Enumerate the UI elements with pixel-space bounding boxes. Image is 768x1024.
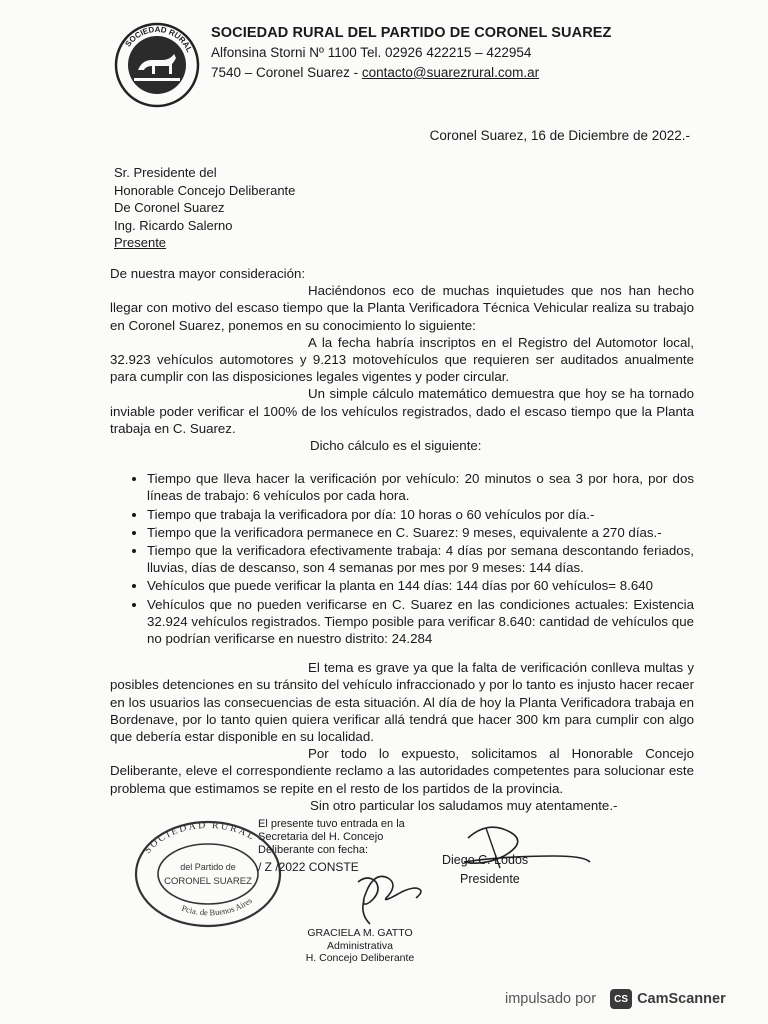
calculation-list (110, 470, 694, 647)
svg-text:CORONEL SUAREZ: CORONEL SUAREZ (164, 876, 252, 887)
email-link[interactable]: contacto@suarezrural.com.ar (361, 65, 540, 80)
letter-date: Coronel Suarez, 16 de Diciembre de 2022.- (429, 128, 690, 143)
entry-date: / Z /2022 CONSTE (258, 860, 359, 874)
svg-text:SOCIEDAD RURAL: SOCIEDAD RURAL (142, 819, 258, 856)
address-line: Alfonsina Storni Nº 1100 Tel. 02926 422215 – 422954 (211, 45, 532, 60)
letterhead (211, 23, 612, 83)
entry-line: Secretaria del H. Concejo (258, 831, 384, 843)
paragraph-calculation: Un simple cálculo matemático demuestra que hoy se ha tornado inviable poder verificar el 100% de los vehículos registrados, dado el escaso tiempo que la Planta trabaja en C. Suarez. (110, 386, 694, 436)
greeting: De nuestra mayor consideración: (110, 266, 306, 281)
recipient-block (114, 164, 295, 252)
list-item: • Tiempo que trabaja la verificadora por día: 10 horas o 60 vehículos por día.- (147, 506, 694, 523)
list-item: • Tiempo que la verificadora permanece en C. Suarez: 9 meses, equivalente a 270 días.- (147, 524, 694, 541)
paragraph-intro: Haciéndonos eco de muchas inquietudes que nos han hecho llegar con motivo del escaso tiempo que la Planta Verificadora Técnica Vehicular realiza su trabajo en Coronel Suarez, ponemos en su conocimiento lo siguiente: (110, 283, 694, 333)
clerk-role: Administrativa (327, 939, 393, 952)
clerk-office: H. Concejo Deliberante (305, 952, 415, 964)
signatory-title: Presidente (460, 872, 520, 886)
city-prefix: 7540 – Coronel Suarez - (211, 65, 362, 80)
clerk-stamp (300, 927, 420, 965)
svg-text:SOCIEDAD RURAL: SOCIEDAD RURAL (123, 24, 195, 54)
city-line (211, 63, 612, 83)
powered-by-label: impulsado por (505, 991, 597, 1007)
recipient-line: De Coronel Suarez (114, 200, 225, 215)
organization-name: SOCIEDAD RURAL DEL PARTIDO DE CORONEL SUAREZ (211, 25, 612, 41)
camscanner-logo-icon: CS (610, 989, 632, 1009)
list-item: • Vehículos que puede verificar la planta en 144 días: 144 días por 60 vehículos= 8.640 (147, 577, 694, 594)
letter-body (110, 265, 694, 814)
calculation-heading: Dicho cálculo es el siguiente: (310, 438, 482, 454)
svg-text:del Partido de: del Partido de (180, 862, 236, 872)
closing-line: Sin otro particular los saludamos muy atentamente.- (310, 797, 618, 813)
sociedad-rural-seal-logo (114, 22, 200, 108)
signatory-name: Diego C. Lodos (442, 853, 529, 867)
entry-line: El presente tuvo entrada en la (258, 818, 405, 830)
paragraph-consequences: El tema es grave ya que la falta de verificación conlleva multas y posibles detenciones en su tránsito del vehículo infraccionado y por lo tanto es injusto hacer recaer en los usuarios las consecuencias de esta situación. Al día de hoy la Planta Verificadora trabaja en Bordenave, por lo tanto quien quiera verificar allá tendrá que hacer 300 km para cumplir con algo que debería estar disponible en su localidad. (110, 660, 694, 745)
camscanner-brand: CamScanner (637, 991, 726, 1007)
camscanner-watermark (505, 988, 726, 1010)
recipient-line: Honorable Concejo Deliberante (114, 182, 296, 198)
paragraph-request: Por todo lo expuesto, solicitamos al Honorable Concejo Deliberante, eleve el correspondiente reclamo a las autoridades competentes para solucionar este problema que estimamos se repite en el resto de los partidos de la provincia. (110, 746, 694, 796)
list-item: • Tiempo que lleva hacer la verificación por vehículo: 20 minutos o sea 3 por hora, por dos líneas de trabajo: 6 vehículos por cada hora. (147, 470, 694, 504)
recipient-line: Sr. Presidente del (114, 165, 217, 180)
paragraph-registry: A la fecha habría inscriptos en el Registro del Automotor local, 32.923 vehículos automotores y 9.213 motovehículos que requieren ser auditados anualmente para cumplir con las disposiciones legales vigentes y poder circular. (110, 334, 694, 385)
list-item: • Vehículos que no pueden verificarse en C. Suarez en las condiciones actuales: Existencia 32.924 vehículos registrados. Tiempo posible para verificar 8.640: cantidad de vehículos que no podrían verificarse en nuestro distrito: 24.284 (147, 596, 694, 648)
clerk-name: GRACIELA M. GATTO (307, 927, 413, 939)
list-item: • Tiempo que la verificadora efectivamente trabaja: 4 días por semana descontando feriados, lluvias, días de descanso, son 4 semanas por mes por 9 meses: 144 días. (147, 542, 694, 576)
recipient-presente: Presente (114, 235, 167, 250)
recipient-line: Ing. Ricardo Salerno (114, 217, 233, 233)
svg-text:Pcia. de Buenos Aires: Pcia. de Buenos Aires (180, 895, 254, 918)
entry-line: Deliberante con fecha: (258, 844, 369, 856)
